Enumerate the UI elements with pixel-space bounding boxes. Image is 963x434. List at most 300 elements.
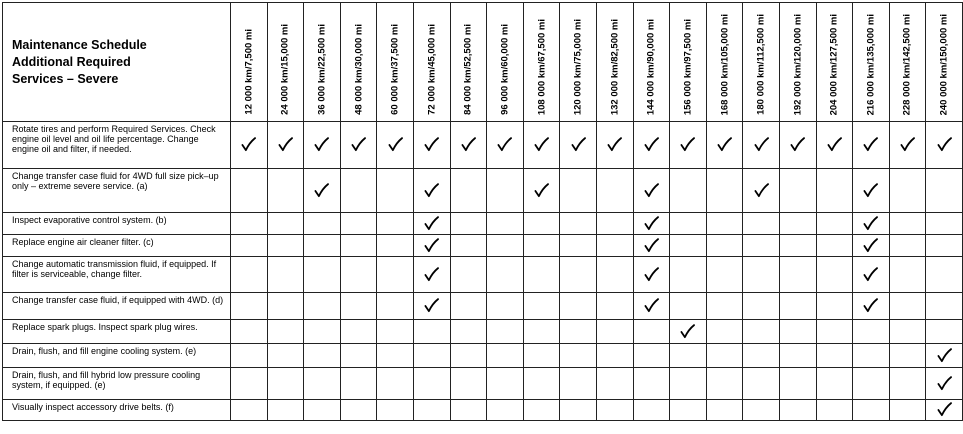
- interval-label: 216 000 km/135,000 mi: [865, 13, 877, 115]
- interval-header: [304, 3, 341, 122]
- schedule-cell: [853, 400, 890, 421]
- schedule-cell: [779, 257, 816, 293]
- schedule-cell: [340, 293, 377, 320]
- interval-header: [853, 3, 890, 122]
- service-description: Change transfer case fluid, if equipped with 4WD. (d): [3, 293, 231, 320]
- table-row: [3, 213, 963, 235]
- schedule-cell: [779, 235, 816, 257]
- schedule-cell: [670, 213, 707, 235]
- schedule-cell: [231, 213, 268, 235]
- schedule-cell: [413, 344, 450, 368]
- schedule-cell: [267, 235, 304, 257]
- interval-header: [779, 3, 816, 122]
- schedule-cell: [926, 368, 963, 400]
- checkmark-icon: [314, 183, 329, 198]
- checkmark-icon: [241, 137, 256, 152]
- schedule-cell: [670, 235, 707, 257]
- checkmark-icon: [497, 137, 512, 152]
- maintenance-schedule-table: [2, 2, 963, 421]
- interval-label: 48 000 km/30,000 mi: [353, 24, 365, 115]
- checkmark-icon: [644, 137, 659, 152]
- schedule-cell: [743, 320, 780, 344]
- interval-label: 228 000 km/142,500 mi: [901, 13, 913, 115]
- schedule-cell: [267, 122, 304, 169]
- schedule-cell: [377, 235, 414, 257]
- schedule-cell: [706, 122, 743, 169]
- schedule-cell: [889, 400, 926, 421]
- schedule-cell: [779, 344, 816, 368]
- schedule-cell: [413, 235, 450, 257]
- schedule-cell: [523, 400, 560, 421]
- schedule-cell: [633, 235, 670, 257]
- interval-header: [487, 3, 524, 122]
- schedule-cell: [340, 400, 377, 421]
- schedule-cell: [706, 400, 743, 421]
- checkmark-icon: [644, 267, 659, 282]
- schedule-cell: [633, 293, 670, 320]
- schedule-cell: [523, 235, 560, 257]
- schedule-cell: [816, 122, 853, 169]
- schedule-cell: [413, 368, 450, 400]
- checkmark-icon: [790, 137, 805, 152]
- schedule-cell: [596, 235, 633, 257]
- schedule-cell: [523, 169, 560, 213]
- schedule-cell: [231, 320, 268, 344]
- schedule-cell: [487, 400, 524, 421]
- schedule-cell: [889, 122, 926, 169]
- schedule-cell: [231, 122, 268, 169]
- schedule-cell: [487, 122, 524, 169]
- title-line: Additional Required: [12, 54, 131, 69]
- checkmark-icon: [571, 137, 586, 152]
- schedule-cell: [450, 368, 487, 400]
- schedule-cell: [853, 235, 890, 257]
- interval-label: 204 000 km/127,500 mi: [828, 13, 840, 115]
- schedule-cell: [816, 400, 853, 421]
- service-description: Drain, flush, and fill engine cooling system. (e): [3, 344, 231, 368]
- schedule-cell: [816, 169, 853, 213]
- schedule-cell: [231, 293, 268, 320]
- schedule-cell: [706, 235, 743, 257]
- schedule-cell: [560, 368, 597, 400]
- schedule-cell: [853, 213, 890, 235]
- schedule-cell: [560, 344, 597, 368]
- interval-header: [523, 3, 560, 122]
- checkmark-icon: [717, 137, 732, 152]
- schedule-cell: [304, 400, 341, 421]
- schedule-cell: [487, 293, 524, 320]
- schedule-cell: [413, 320, 450, 344]
- schedule-cell: [450, 344, 487, 368]
- schedule-cell: [231, 400, 268, 421]
- schedule-cell: [633, 213, 670, 235]
- schedule-cell: [926, 400, 963, 421]
- schedule-cell: [560, 320, 597, 344]
- interval-label: 108 000 km/67,500 mi: [536, 18, 548, 115]
- schedule-cell: [926, 320, 963, 344]
- checkmark-icon: [863, 183, 878, 198]
- schedule-cell: [304, 122, 341, 169]
- schedule-cell: [743, 400, 780, 421]
- schedule-cell: [633, 368, 670, 400]
- checkmark-icon: [424, 216, 439, 231]
- schedule-cell: [853, 122, 890, 169]
- schedule-cell: [596, 368, 633, 400]
- schedule-cell: [670, 257, 707, 293]
- schedule-cell: [926, 213, 963, 235]
- schedule-cell: [633, 320, 670, 344]
- checkmark-icon: [351, 137, 366, 152]
- schedule-cell: [231, 169, 268, 213]
- checkmark-icon: [388, 137, 403, 152]
- schedule-cell: [889, 344, 926, 368]
- table-row: [3, 400, 963, 421]
- schedule-cell: [413, 169, 450, 213]
- interval-header: [743, 3, 780, 122]
- interval-label: 24 000 km/15,000 mi: [279, 24, 291, 115]
- checkmark-icon: [863, 216, 878, 231]
- schedule-cell: [743, 235, 780, 257]
- checkmark-icon: [754, 183, 769, 198]
- schedule-cell: [340, 368, 377, 400]
- schedule-cell: [706, 293, 743, 320]
- schedule-cell: [853, 368, 890, 400]
- schedule-cell: [853, 320, 890, 344]
- checkmark-icon: [827, 137, 842, 152]
- checkmark-icon: [314, 137, 329, 152]
- checkmark-icon: [863, 267, 878, 282]
- schedule-cell: [523, 122, 560, 169]
- schedule-cell: [560, 169, 597, 213]
- schedule-cell: [231, 235, 268, 257]
- schedule-cell: [596, 344, 633, 368]
- schedule-cell: [743, 169, 780, 213]
- schedule-cell: [560, 235, 597, 257]
- checkmark-icon: [644, 298, 659, 313]
- service-rows: [3, 122, 963, 421]
- interval-header: [670, 3, 707, 122]
- schedule-cell: [413, 122, 450, 169]
- schedule-cell: [670, 320, 707, 344]
- schedule-cell: [779, 213, 816, 235]
- table-row: [3, 122, 963, 169]
- interval-label: 168 000 km/105,000 mi: [719, 13, 731, 115]
- schedule-cell: [816, 257, 853, 293]
- schedule-cell: [523, 368, 560, 400]
- schedule-cell: [377, 257, 414, 293]
- schedule-cell: [889, 257, 926, 293]
- schedule-cell: [523, 257, 560, 293]
- schedule-cell: [523, 213, 560, 235]
- schedule-cell: [340, 169, 377, 213]
- schedule-cell: [633, 169, 670, 213]
- checkmark-icon: [863, 137, 878, 152]
- interval-header: [560, 3, 597, 122]
- schedule-cell: [560, 257, 597, 293]
- schedule-cell: [340, 257, 377, 293]
- interval-header: [450, 3, 487, 122]
- schedule-cell: [816, 320, 853, 344]
- checkmark-icon: [937, 137, 952, 152]
- schedule-cell: [743, 344, 780, 368]
- checkmark-icon: [424, 298, 439, 313]
- schedule-cell: [670, 122, 707, 169]
- table-row: [3, 169, 963, 213]
- schedule-cell: [670, 293, 707, 320]
- service-description: Change transfer case fluid for 4WD full size pick–up only – extreme severe service. (a): [3, 169, 231, 213]
- interval-label: 144 000 km/90,000 mi: [645, 18, 657, 115]
- schedule-cell: [377, 122, 414, 169]
- schedule-cell: [450, 320, 487, 344]
- interval-label: 192 000 km/120,000 mi: [792, 13, 804, 115]
- checkmark-icon: [937, 402, 952, 417]
- checkmark-icon: [680, 324, 695, 339]
- service-description: Change automatic transmission fluid, if equipped. If filter is serviceable, change filter.: [3, 257, 231, 293]
- schedule-cell: [889, 320, 926, 344]
- interval-header: [816, 3, 853, 122]
- schedule-cell: [816, 368, 853, 400]
- checkmark-icon: [424, 183, 439, 198]
- schedule-cell: [340, 320, 377, 344]
- schedule-cell: [743, 213, 780, 235]
- table-row: [3, 257, 963, 293]
- schedule-cell: [267, 320, 304, 344]
- schedule-cell: [596, 213, 633, 235]
- schedule-cell: [853, 344, 890, 368]
- table-title: [3, 3, 231, 122]
- schedule-cell: [450, 293, 487, 320]
- schedule-cell: [596, 400, 633, 421]
- checkmark-icon: [754, 137, 769, 152]
- schedule-cell: [633, 122, 670, 169]
- schedule-cell: [377, 293, 414, 320]
- checkmark-icon: [534, 137, 549, 152]
- checkmark-icon: [644, 183, 659, 198]
- schedule-cell: [304, 320, 341, 344]
- interval-header: [633, 3, 670, 122]
- interval-label: 72 000 km/45,000 mi: [426, 24, 438, 115]
- schedule-cell: [523, 344, 560, 368]
- schedule-cell: [926, 257, 963, 293]
- schedule-cell: [670, 344, 707, 368]
- schedule-cell: [926, 169, 963, 213]
- schedule-cell: [377, 344, 414, 368]
- schedule-cell: [889, 213, 926, 235]
- schedule-cell: [267, 257, 304, 293]
- header-row: [3, 3, 963, 122]
- schedule-cell: [304, 213, 341, 235]
- service-description: Rotate tires and perform Required Services. Check engine oil level and oil life percentage. Change engine oil and filter, if needed.: [3, 122, 231, 169]
- checkmark-icon: [424, 137, 439, 152]
- schedule-cell: [487, 257, 524, 293]
- service-description: Drain, flush, and fill hybrid low pressure cooling system, if equipped. (e): [3, 368, 231, 400]
- schedule-cell: [853, 257, 890, 293]
- title-line: Maintenance Schedule: [12, 37, 147, 52]
- schedule-cell: [853, 293, 890, 320]
- schedule-cell: [267, 344, 304, 368]
- schedule-cell: [926, 235, 963, 257]
- schedule-cell: [779, 122, 816, 169]
- schedule-cell: [267, 368, 304, 400]
- checkmark-icon: [278, 137, 293, 152]
- schedule-cell: [267, 400, 304, 421]
- schedule-cell: [487, 368, 524, 400]
- schedule-cell: [779, 400, 816, 421]
- interval-label: 132 000 km/82,500 mi: [609, 18, 621, 115]
- schedule-cell: [340, 213, 377, 235]
- checkmark-icon: [863, 298, 878, 313]
- interval-header: [706, 3, 743, 122]
- schedule-cell: [779, 320, 816, 344]
- checkmark-icon: [424, 238, 439, 253]
- schedule-cell: [743, 257, 780, 293]
- schedule-cell: [670, 169, 707, 213]
- interval-label: 240 000 km/150,000 mi: [938, 13, 950, 115]
- interval-header: [596, 3, 633, 122]
- interval-label: 60 000 km/37,500 mi: [389, 24, 401, 115]
- table-row: [3, 368, 963, 400]
- checkmark-icon: [937, 348, 952, 363]
- schedule-cell: [596, 122, 633, 169]
- interval-label: 156 000 km/97,500 mi: [682, 18, 694, 115]
- schedule-cell: [450, 213, 487, 235]
- schedule-cell: [377, 320, 414, 344]
- checkmark-icon: [607, 137, 622, 152]
- schedule-cell: [413, 400, 450, 421]
- schedule-cell: [413, 213, 450, 235]
- schedule-cell: [377, 400, 414, 421]
- interval-header: [413, 3, 450, 122]
- schedule-cell: [267, 169, 304, 213]
- checkmark-icon: [937, 376, 952, 391]
- schedule-cell: [560, 293, 597, 320]
- schedule-cell: [633, 400, 670, 421]
- schedule-cell: [377, 169, 414, 213]
- checkmark-icon: [680, 137, 695, 152]
- schedule-cell: [487, 213, 524, 235]
- table-row: [3, 320, 963, 344]
- table-row: [3, 293, 963, 320]
- interval-header: [377, 3, 414, 122]
- schedule-cell: [816, 235, 853, 257]
- schedule-cell: [596, 169, 633, 213]
- checkmark-icon: [644, 216, 659, 231]
- schedule-cell: [743, 293, 780, 320]
- schedule-cell: [926, 344, 963, 368]
- schedule-cell: [816, 344, 853, 368]
- schedule-cell: [779, 169, 816, 213]
- schedule-cell: [889, 368, 926, 400]
- checkmark-icon: [534, 183, 549, 198]
- checkmark-icon: [424, 267, 439, 282]
- interval-header: [889, 3, 926, 122]
- interval-header: [926, 3, 963, 122]
- schedule-cell: [450, 400, 487, 421]
- schedule-cell: [231, 368, 268, 400]
- schedule-cell: [450, 122, 487, 169]
- schedule-cell: [377, 368, 414, 400]
- schedule-cell: [706, 368, 743, 400]
- interval-label: 96 000 km/60,000 mi: [499, 24, 511, 115]
- schedule-cell: [560, 400, 597, 421]
- schedule-cell: [889, 235, 926, 257]
- schedule-cell: [340, 344, 377, 368]
- schedule-cell: [670, 368, 707, 400]
- schedule-cell: [633, 344, 670, 368]
- schedule-cell: [706, 320, 743, 344]
- checkmark-icon: [644, 238, 659, 253]
- interval-label: 36 000 km/22,500 mi: [316, 24, 328, 115]
- schedule-cell: [706, 213, 743, 235]
- service-description: Visually inspect accessory drive belts. (f): [3, 400, 231, 421]
- interval-label: 84 000 km/52,500 mi: [462, 24, 474, 115]
- schedule-cell: [560, 122, 597, 169]
- schedule-cell: [889, 169, 926, 213]
- checkmark-icon: [900, 137, 915, 152]
- interval-label: 12 000 km/7,500 mi: [243, 29, 255, 115]
- schedule-cell: [340, 235, 377, 257]
- service-description: Replace engine air cleaner filter. (c): [3, 235, 231, 257]
- schedule-cell: [523, 320, 560, 344]
- table-row: [3, 235, 963, 257]
- schedule-cell: [267, 213, 304, 235]
- schedule-cell: [413, 293, 450, 320]
- schedule-cell: [853, 169, 890, 213]
- checkmark-icon: [461, 137, 476, 152]
- table-row: [3, 344, 963, 368]
- schedule-cell: [633, 257, 670, 293]
- service-description: Inspect evaporative control system. (b): [3, 213, 231, 235]
- title-line: Services – Severe: [12, 71, 119, 86]
- schedule-cell: [377, 213, 414, 235]
- schedule-cell: [596, 293, 633, 320]
- checkmark-icon: [863, 238, 878, 253]
- schedule-cell: [267, 293, 304, 320]
- schedule-cell: [487, 320, 524, 344]
- schedule-cell: [523, 293, 560, 320]
- schedule-cell: [450, 235, 487, 257]
- schedule-cell: [304, 368, 341, 400]
- schedule-cell: [706, 344, 743, 368]
- schedule-cell: [450, 257, 487, 293]
- schedule-cell: [706, 257, 743, 293]
- schedule-cell: [779, 293, 816, 320]
- schedule-cell: [487, 169, 524, 213]
- interval-header: [231, 3, 268, 122]
- schedule-cell: [304, 257, 341, 293]
- schedule-cell: [889, 293, 926, 320]
- schedule-cell: [743, 368, 780, 400]
- interval-label: 120 000 km/75,000 mi: [572, 18, 584, 115]
- interval-label: 180 000 km/112,500 mi: [755, 14, 767, 115]
- schedule-cell: [304, 169, 341, 213]
- schedule-cell: [596, 320, 633, 344]
- interval-header: [267, 3, 304, 122]
- schedule-cell: [487, 344, 524, 368]
- schedule-cell: [926, 122, 963, 169]
- schedule-cell: [231, 344, 268, 368]
- interval-header: [340, 3, 377, 122]
- schedule-cell: [816, 213, 853, 235]
- schedule-cell: [231, 257, 268, 293]
- schedule-cell: [487, 235, 524, 257]
- schedule-cell: [413, 257, 450, 293]
- schedule-cell: [450, 169, 487, 213]
- schedule-cell: [670, 400, 707, 421]
- schedule-cell: [560, 213, 597, 235]
- schedule-cell: [706, 169, 743, 213]
- schedule-cell: [304, 235, 341, 257]
